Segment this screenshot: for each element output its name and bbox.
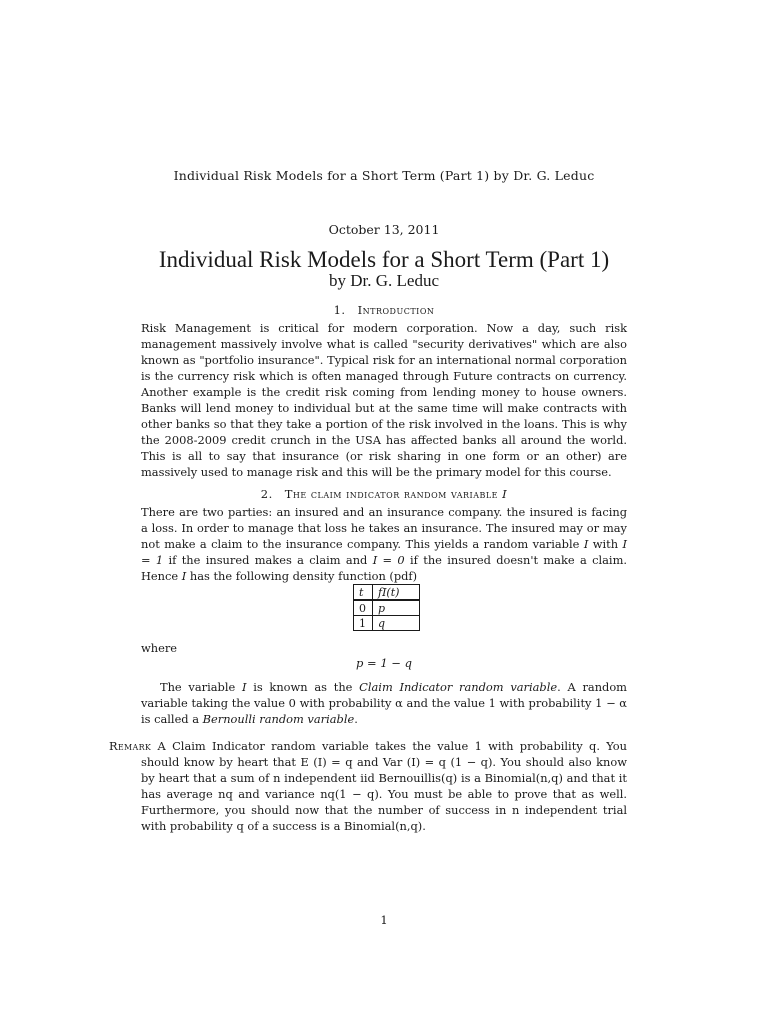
math-var: I bbox=[241, 680, 247, 694]
math-eq: I = 1 bbox=[141, 537, 627, 567]
section-2-variable: I bbox=[502, 487, 508, 501]
table-cell: p bbox=[373, 600, 420, 616]
section-2-paragraph bbox=[141, 504, 627, 584]
term-bernoulli: Bernoulli random variable bbox=[202, 712, 355, 726]
table-row bbox=[354, 600, 420, 616]
table-cell: 0 bbox=[354, 600, 373, 616]
text-part: if the insured makes a claim and bbox=[163, 553, 373, 567]
term-claim-indicator: Claim Indicator random variable bbox=[359, 680, 558, 694]
section-2-heading bbox=[0, 487, 768, 501]
math-var: I bbox=[583, 537, 589, 551]
remark-paragraph bbox=[109, 738, 628, 834]
section-2-number: 2. bbox=[260, 487, 273, 501]
table-header-row bbox=[354, 585, 420, 601]
section-1-number: 1. bbox=[333, 303, 346, 317]
text-part: if the insured doesn't make a claim. Hence bbox=[141, 553, 627, 583]
math-eq: I = 0 bbox=[372, 553, 405, 567]
text-part: The variable bbox=[160, 680, 242, 694]
where-label: where bbox=[141, 641, 178, 655]
table-cell: q bbox=[373, 616, 420, 631]
text-part: There are two parties: an insured and an insurance company. the insured is facing a loss. In order to manage that loss he takes an insurance. The insured may or may not make a claim to the insurance company. This yields a random variable bbox=[141, 505, 627, 551]
page-number: 1 bbox=[380, 913, 388, 927]
section-1-heading bbox=[0, 303, 768, 317]
document-author: by Dr. G. Leduc bbox=[328, 271, 439, 290]
table-row bbox=[354, 616, 420, 631]
document-date: October 13, 2011 bbox=[328, 222, 440, 237]
section-1-paragraph bbox=[141, 320, 627, 480]
table-header-cell: t bbox=[354, 585, 373, 601]
variable-text bbox=[141, 679, 627, 727]
table-header-cell: fI(t) bbox=[373, 585, 420, 601]
text-part: with bbox=[588, 537, 623, 551]
variable-paragraph bbox=[141, 679, 627, 727]
table-cell: 1 bbox=[354, 616, 373, 631]
document-title: Individual Risk Models for a Short Term (Part 1) bbox=[158, 247, 610, 272]
text-part: . A random variable taking the value 0 with probability α and the value 1 with probability 1 − α is called a bbox=[141, 680, 627, 726]
equation-p: p = 1 − q bbox=[356, 656, 412, 670]
remark-body: A Claim Indicator random variable takes the value 1 with probability q. You should know by heart that E (I) = q and Var (I) = q (1 − q). You should also know by heart that a sum of n independent iid Bernouillis(q) is a Binomial(n,q) and that it has average nq and variance nq(1 − q). You must be able to prove that as well. Furthermore, you should now that the number of success in n independent trial with probability q of a success is a Binomial(n,q). bbox=[141, 739, 628, 833]
section-2-title: The claim indicator random variable bbox=[284, 487, 499, 501]
remark-label: Remark bbox=[109, 739, 152, 753]
section-1-title: Introduction bbox=[357, 303, 435, 317]
text-part: has the following density function (pdf) bbox=[186, 569, 418, 583]
math-var: I bbox=[181, 569, 187, 583]
text-part: . bbox=[354, 712, 358, 726]
pdf-table-wrapper bbox=[353, 584, 420, 631]
intro-text: Risk Management is critical for modern corporation. Now a day, such risk management massively involve what is called "security derivatives" which are also known as "portfolio insurance". Typical risk for an international normal corporation is the currency risk which is often managed through Future contracts on currency. Another example is the credit risk coming from lending money to house owners. Banks will lend money to individual but at the same time will make contracts with other banks so that they take a portion of the risk involved in the loans. This is why the 2008-2009 credit crunch in the USA has affected banks all around the world. This is all to say that insurance (or risk sharing in one form or an other) are massively used to manage risk and this will be the primary model for this course. bbox=[141, 321, 627, 479]
claim-indicator-text bbox=[141, 504, 627, 584]
pdf-table bbox=[353, 584, 420, 631]
remark-text bbox=[109, 738, 628, 834]
running-head: Individual Risk Models for a Short Term (Part 1) by Dr. G. Leduc bbox=[173, 168, 595, 183]
text-part: is known as the bbox=[246, 680, 360, 694]
